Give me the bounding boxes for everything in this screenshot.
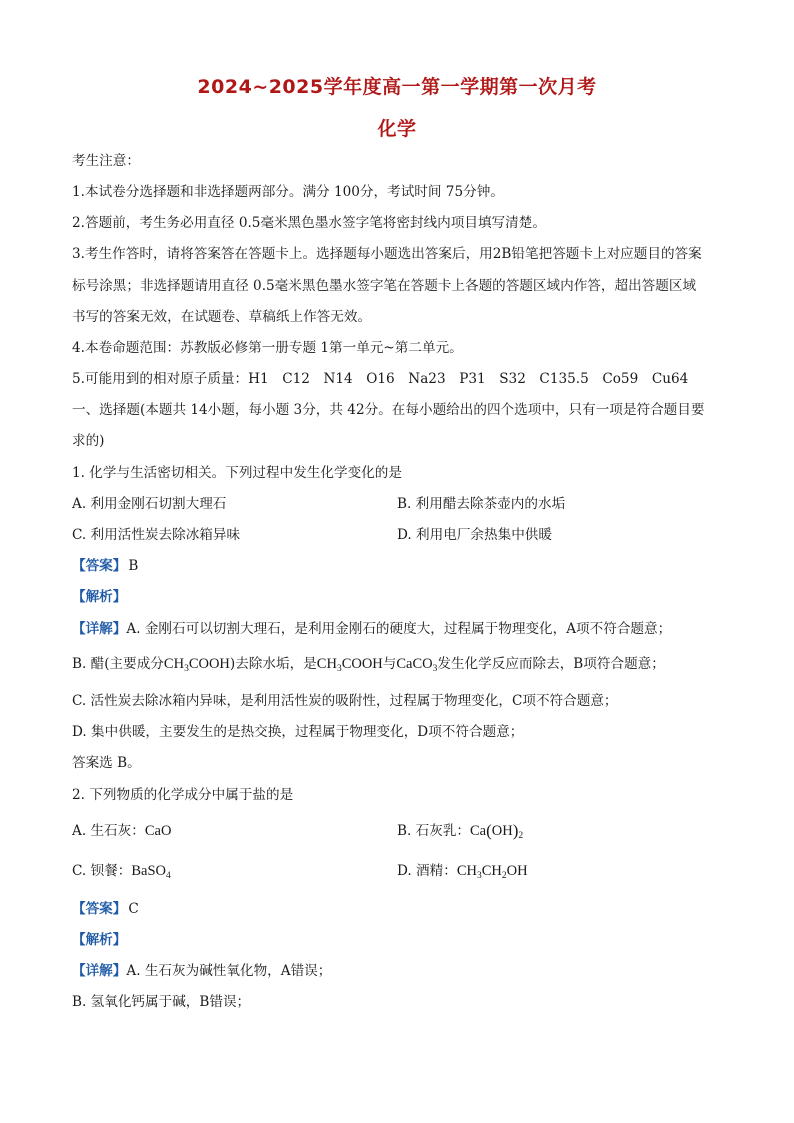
chem-formula: $CH_3COOH$ xyxy=(163,656,230,674)
q2-option-a: A. 生石灰：CaO xyxy=(72,823,172,839)
exam-title: 2024~2025学年度高一第一学期第一次月考 xyxy=(197,76,597,98)
q1-detail-a xyxy=(72,620,732,638)
q1-option-d: D. 利用电厂余热集中供暖 xyxy=(397,527,552,543)
notice-item-3: 3.考生作答时，请将答案答在答题卡上。选择题每小题选出答案后，用2B铅笔把答题卡上对应题目的答案 xyxy=(72,246,702,262)
detail-text: B. 醋(主要成分 xyxy=(72,656,164,672)
q2-detail-b: B. 氢氧化钙属于碱，B错误； xyxy=(72,994,251,1010)
detail-label: 【详解】 xyxy=(72,963,127,979)
detail-text: A. 金刚石可以切割大理石，是利用金刚石的硬度大，过程属于物理变化，A项不符合题意； xyxy=(126,621,672,637)
detail-text: A. 生石灰为碱性氧化物，A错误； xyxy=(126,963,332,979)
q1-stem: 1. 化学与生活密切相关。下列过程中发生化学变化的是 xyxy=(72,465,402,481)
q1-analysis xyxy=(72,588,732,606)
detail-text: )去除水垢，是 xyxy=(229,656,317,672)
q1-option-c: C. 利用活性炭去除冰箱异味 xyxy=(72,527,241,543)
q1-detail-c: C. 活性炭去除冰箱内异味，是利用活性炭的吸附性，过程属于物理变化，C项不符合题意； xyxy=(72,693,618,709)
q2-analysis xyxy=(72,931,732,949)
notice-item-5: 5.可能用到的相对原子质量：H1 C12 N14 O16 Na23 P31 S32 C135.5 Co59 Cu64 xyxy=(72,371,689,387)
q1-answer xyxy=(72,557,732,575)
notice-item-3-cont: 标号涂黑；非选择题请用直径 0.5毫米黑色墨水签字笔在答题卡上各题的答题区域内作答，超出答题区域 xyxy=(72,278,697,294)
notice-heading: 考生注意： xyxy=(72,153,140,169)
answer-label: 【答案】 xyxy=(72,901,127,917)
analysis-label: 【解析】 xyxy=(72,932,127,948)
answer-value: C xyxy=(128,901,139,917)
q1-option-a: A. 利用金刚石切割大理石 xyxy=(72,496,227,512)
subject-title: 化学 xyxy=(377,118,417,140)
q2-option-b: B. 石灰乳：$Ca(OH)_2$ xyxy=(397,821,524,841)
q1-detail-b xyxy=(72,655,732,673)
section-heading-cont: 求的) xyxy=(72,433,105,449)
q1-detail-d: D. 集中供暖，主要发生的是热交换，过程属于物理变化，D项不符合题意； xyxy=(72,724,524,740)
notice-item-1: 1.本试卷分选择题和非选择题两部分。满分 100分，考试时间 75分钟。 xyxy=(72,184,504,200)
detail-label: 【详解】 xyxy=(72,621,127,637)
chem-formula: CaCO$_3$ xyxy=(396,656,438,674)
answer-label: 【答案】 xyxy=(72,558,127,574)
notice-item-2: 2.答题前，考生务必用直径 0.5毫米黑色墨水签字笔将密封线内项目填写清楚。 xyxy=(72,215,546,231)
notice-item-4: 4.本卷命题范围：苏教版必修第一册专题 1第一单元~第二单元。 xyxy=(72,340,463,356)
detail-text: 发生化学反应而除去，B项符合题意； xyxy=(437,656,665,672)
q1-conclusion: 答案选 B。 xyxy=(72,755,141,771)
q2-stem: 2. 下列物质的化学成分中属于盐的是 xyxy=(72,787,294,803)
q2-option-c: C. 钡餐：BaSO$_4$ xyxy=(72,863,171,881)
notice-item-3-cont2: 书写的答案无效，在试题卷、草稿纸上作答无效。 xyxy=(72,309,372,325)
chem-formula: $CH_3COOH$ xyxy=(316,656,383,674)
q2-option-d: D. 酒精：$CH_3CH_2OH$ xyxy=(397,863,528,881)
q1-option-b: B. 利用醋去除茶壶内的水垢 xyxy=(397,496,566,512)
q2-detail-a xyxy=(72,962,732,980)
q2-answer xyxy=(72,900,732,918)
answer-value: B xyxy=(128,558,139,574)
detail-text: 与 xyxy=(382,656,397,672)
section-heading: 一、选择题(本题共 14小题，每小题 3分，共 42分。在每小题给出的四个选项中，只有一项是符合题目要 xyxy=(72,402,705,418)
analysis-label: 【解析】 xyxy=(72,589,127,605)
